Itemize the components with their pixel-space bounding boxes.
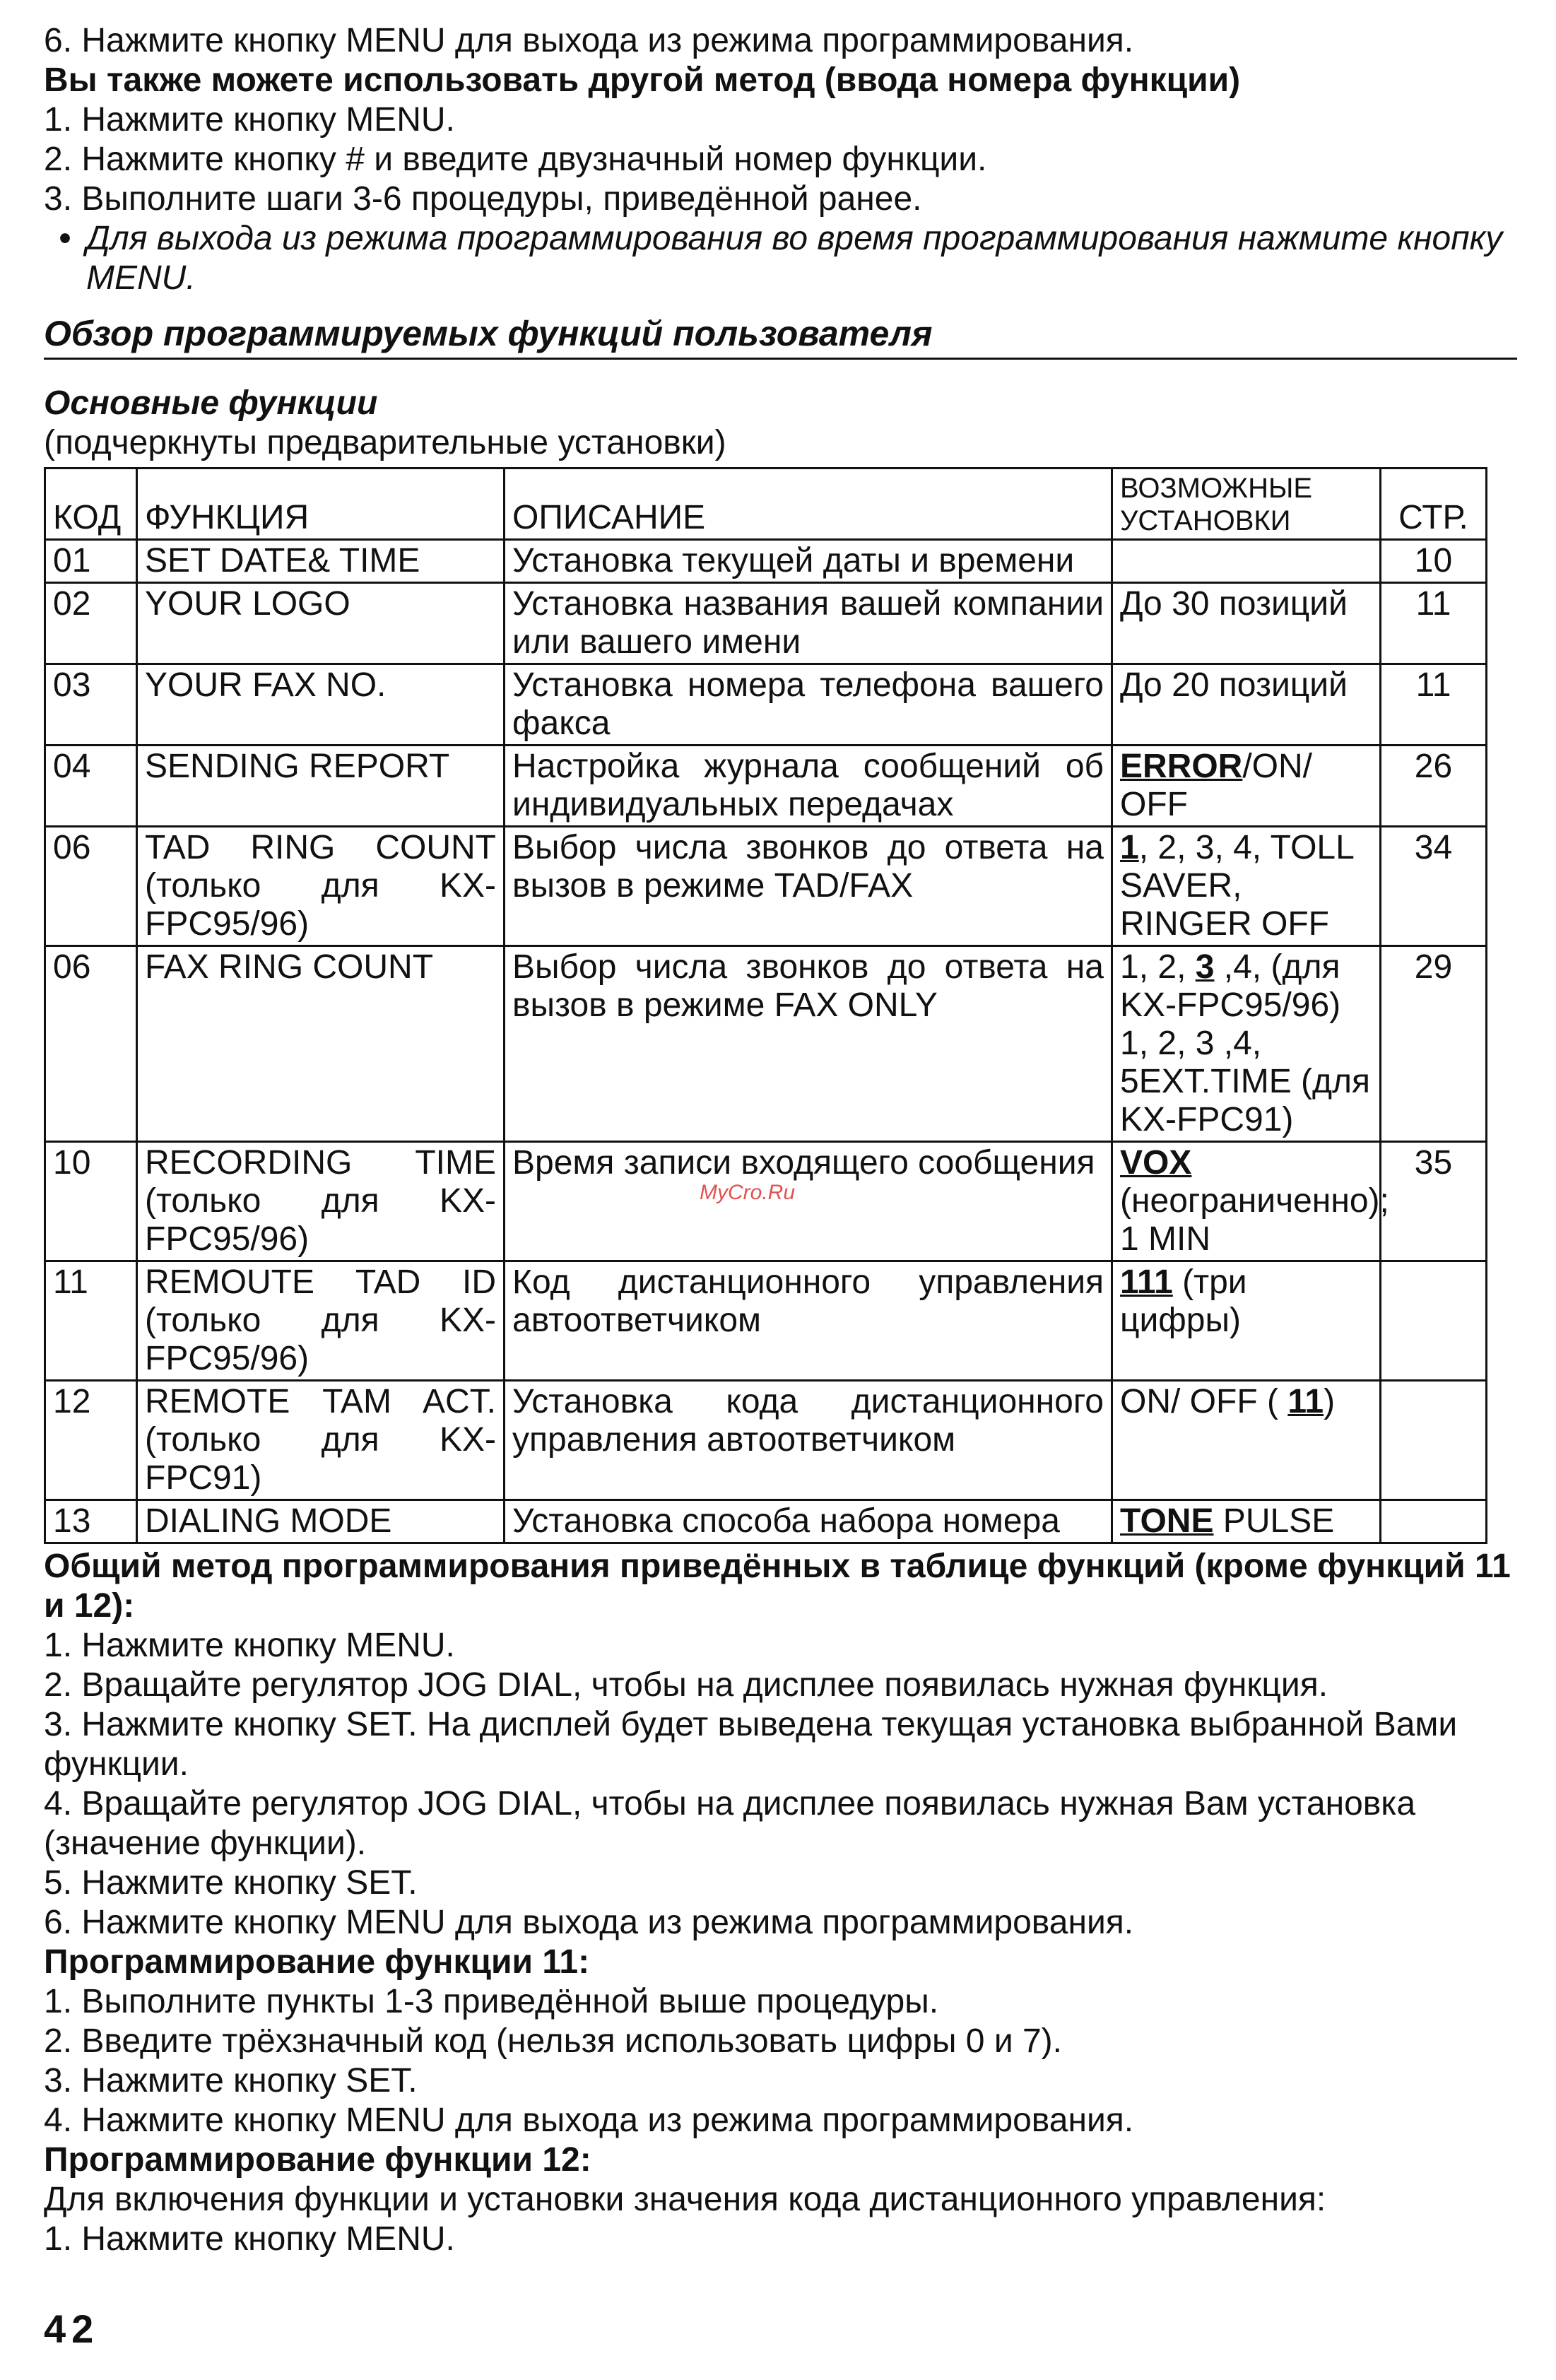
func11-heading: Программирование функции 11: <box>44 1943 590 1981</box>
cell-description: Установка номера телефона вашего факса <box>505 664 1112 746</box>
cell-description: Выбор числа звонков до ответа на вызов в режиме TAD/FAX <box>505 827 1112 946</box>
func11-step: 4. Нажмите кнопку MENU для выхода из режима программирования. <box>44 2102 1134 2139</box>
cell-description: Время записи входящего сообщения <box>505 1142 1112 1261</box>
cell-function: TAD RING COUNT (только для KX-FPC95/96) <box>137 827 505 946</box>
cell-code: 13 <box>45 1500 137 1543</box>
alt-method-heading: Вы также можете использовать другой метод (ввода номера функции) <box>44 61 1241 99</box>
header-function: ФУНКЦИЯ <box>137 469 505 540</box>
cell-options <box>1112 1261 1381 1381</box>
general-method-heading: Общий метод программирования приведённых в таблице функций (кроме функций 11 и 12): <box>44 1548 1511 1625</box>
cell-page: 11 <box>1381 583 1487 664</box>
header-code: КОД <box>45 469 137 540</box>
func11-step: 2. Введите трёхзначный код (нельзя использовать цифры 0 и 7). <box>44 2022 1062 2060</box>
cell-page: 34 <box>1381 827 1487 946</box>
cell-function: SENDING REPORT <box>137 746 505 827</box>
general-step: 3. Нажмите кнопку SET. На дисплей будет выведена текущая установка выбранной Вами функции. <box>44 1706 1458 1783</box>
intro-step-6: 6. Нажмите кнопку MENU для выхода из режима программирования. <box>44 22 1134 59</box>
section-title: Обзор программируемых функций пользователя <box>44 314 1517 360</box>
option-text: PULSE <box>1213 1502 1335 1540</box>
general-step: 4. Вращайте регулятор JOG DIAL, чтобы на дисплее появилась нужная Вам установка (значение функции). <box>44 1785 1416 1862</box>
alt-step: 2. Нажмите кнопку # и введите двузначный номер функции. <box>44 141 987 178</box>
cell-options <box>1112 1500 1381 1543</box>
cell-description: Выбор числа звонков до ответа на вызов в режиме FAX ONLY <box>505 946 1112 1142</box>
table-row <box>45 1381 1487 1500</box>
cell-page: 11 <box>1381 664 1487 746</box>
cell-page: 29 <box>1381 946 1487 1142</box>
option-text: /ON/ OFF <box>1120 748 1313 823</box>
cell-page: 26 <box>1381 746 1487 827</box>
bullet-icon: • <box>59 220 71 257</box>
cell-code: 12 <box>45 1381 137 1500</box>
option-text: ,4, (для KX-FPC95/96) 1, 2, 3 ,4, 5EXT.TIME (для KX-FPC91) <box>1120 948 1371 1138</box>
cell-code: 01 <box>45 540 137 583</box>
cell-description: Код дистанционного управления автоответчиком <box>505 1261 1112 1381</box>
cell-options <box>1112 664 1381 746</box>
table-row <box>45 1500 1487 1543</box>
option-text: 1, 2, <box>1120 948 1196 986</box>
cell-page: 35 <box>1381 1142 1487 1261</box>
cell-function: REMOTE TAM ACT. (только для KX-FPC91) <box>137 1381 505 1500</box>
cell-code: 04 <box>45 746 137 827</box>
general-step: 1. Нажмите кнопку MENU. <box>44 1627 455 1664</box>
cell-function: YOUR FAX NO. <box>137 664 505 746</box>
option-text: ON/ OFF ( <box>1120 1383 1288 1420</box>
default-option: 3 <box>1195 948 1215 986</box>
defaults-note: (подчеркнуты предварительные установки) <box>44 424 726 461</box>
cell-function: YOUR LOGO <box>137 583 505 664</box>
header-page: СТР. <box>1381 469 1487 540</box>
cell-description: Настройка журнала сообщений об индивидуальных передачах <box>505 746 1112 827</box>
func11-step: 3. Нажмите кнопку SET. <box>44 2062 418 2099</box>
cell-description: Установка кода дистанционного управления автоответчиком <box>505 1381 1112 1500</box>
general-step: 5. Нажмите кнопку SET. <box>44 1864 418 1902</box>
table-body <box>45 540 1487 1543</box>
option-text: ) <box>1324 1383 1336 1420</box>
cell-description: Установка способа набора номера <box>505 1500 1112 1543</box>
cell-code: 03 <box>45 664 137 746</box>
func11-step: 1. Выполните пункты 1-3 приведённой выше процедуры. <box>44 1983 939 2020</box>
bullet-note <box>44 219 1517 298</box>
cell-code: 06 <box>45 946 137 1142</box>
option-text: До 20 позиций <box>1120 666 1348 704</box>
table-row <box>45 946 1487 1142</box>
cell-page: 10 <box>1381 540 1487 583</box>
option-text: До 30 позиций <box>1120 585 1348 623</box>
cell-options <box>1112 1381 1381 1500</box>
cell-description: Установка текущей даты и времени <box>505 540 1112 583</box>
default-option: 1 <box>1120 829 1139 866</box>
cell-code: 10 <box>45 1142 137 1261</box>
bullet-text: Для выхода из режима программирования во время программирования нажмите кнопку MENU. <box>86 220 1503 297</box>
subsection-title: Основные функции <box>44 384 378 422</box>
cell-options <box>1112 827 1381 946</box>
cell-options <box>1112 1142 1389 1261</box>
alt-step: 3. Выполните шаги 3-6 процедуры, приведённой ранее. <box>44 180 922 218</box>
default-option: TONE <box>1120 1502 1214 1540</box>
option-text: (неограниченно); 1 MIN <box>1120 1182 1389 1258</box>
option-text: (три цифры) <box>1120 1263 1247 1339</box>
func12-heading: Программирование функции 12: <box>44 2141 591 2179</box>
table-row <box>45 746 1487 827</box>
default-option: ERROR <box>1120 748 1243 785</box>
table-row <box>45 583 1487 664</box>
table-row <box>45 827 1487 946</box>
watermark: MyCro.Ru <box>700 1181 796 1204</box>
page-number: 42 <box>44 2307 100 2351</box>
default-option: VOX <box>1120 1144 1192 1182</box>
cell-function: DIALING MODE <box>137 1500 505 1543</box>
header-description: ОПИСАНИЕ <box>505 469 1112 540</box>
cell-page <box>1381 1500 1487 1543</box>
table-row <box>45 540 1487 583</box>
cell-code: 02 <box>45 583 137 664</box>
cell-page <box>1381 1261 1487 1381</box>
table-row <box>45 1261 1487 1381</box>
func12-step: 1. Нажмите кнопку MENU. <box>44 2220 455 2258</box>
document-page <box>44 21 1517 2259</box>
cell-function: SET DATE& TIME <box>137 540 505 583</box>
cell-options <box>1112 540 1381 583</box>
header-options: ВОЗМОЖНЫЕ УСТАНОВКИ <box>1112 469 1381 540</box>
option-text: , 2, 3, 4, TOLL SAVER, RINGER OFF <box>1120 829 1354 943</box>
cell-options <box>1112 583 1381 664</box>
cell-page <box>1381 1381 1487 1500</box>
alt-step: 1. Нажмите кнопку MENU. <box>44 101 455 139</box>
default-option: 111 <box>1120 1263 1173 1301</box>
func12-intro: Для включения функции и установки значения кода дистанционного управления: <box>44 2181 1326 2218</box>
cell-function: REMOUTE TAD ID (только для KX-FPC95/96) <box>137 1261 505 1381</box>
cell-code: 11 <box>45 1261 137 1381</box>
default-option: 11 <box>1287 1383 1324 1420</box>
functions-table <box>44 467 1487 1544</box>
general-step: 6. Нажмите кнопку MENU для выхода из режима программирования. <box>44 1904 1134 1941</box>
general-step: 2. Вращайте регулятор JOG DIAL, чтобы на дисплее появилась нужная функция. <box>44 1666 1328 1704</box>
cell-options <box>1112 746 1381 827</box>
cell-code: 06 <box>45 827 137 946</box>
cell-function: FAX RING COUNT <box>137 946 505 1142</box>
table-row <box>45 664 1487 746</box>
cell-function: RECORDING TIME (только для KX-FPC95/96) <box>137 1142 505 1261</box>
cell-description: Установка названия вашей компании или вашего имени <box>505 583 1112 664</box>
table-header-row <box>45 469 1487 540</box>
cell-options <box>1112 946 1381 1142</box>
